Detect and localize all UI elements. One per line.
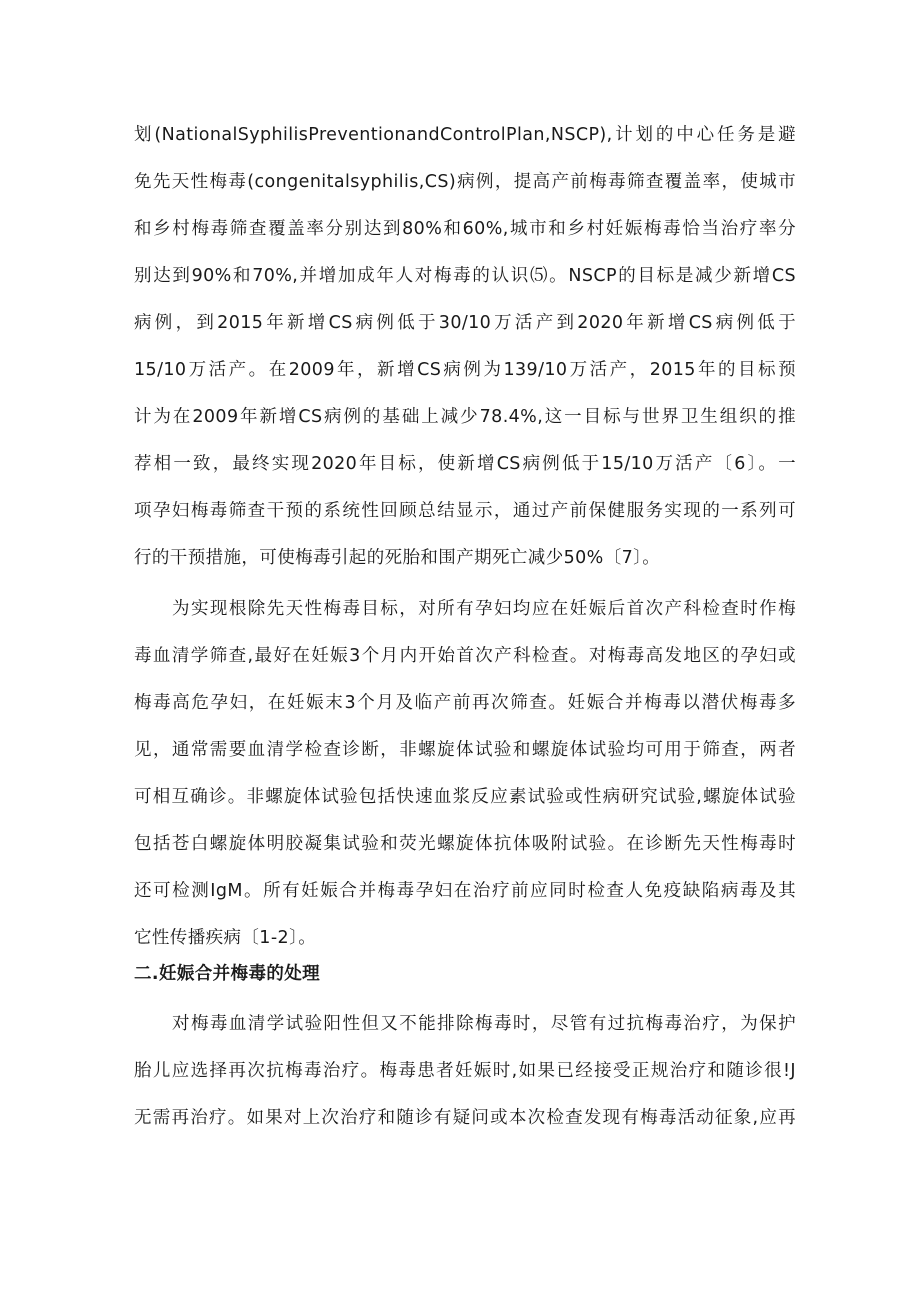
paragraph-line: 行的干预措施，可使梅毒引起的死胎和围产期死亡减少50%〔7〕。 [134,548,661,568]
paragraph-line: 无需再治疗。如果对上次治疗和随诊有疑问或本次检查发现有梅毒活动征象,应再 [134,1108,796,1128]
paragraph-line: 对梅毒血清学试验阳性但又不能排除梅毒时，尽管有过抗梅毒治疗，为保护 [172,1014,796,1034]
paragraph-line: 可相互确诊。非螺旋体试验包括快速血浆反应素试验或性病研究试验,螺旋体试验 [134,787,796,807]
paragraph-line: 梅毒高危孕妇，在妊娠末3个月及临产前再次筛查。妊娠合并梅毒以潜伏梅毒多 [134,693,796,713]
paragraph-line: 包括苍白螺旋体明胶凝集试验和荧光螺旋体抗体吸附试验。在诊断先天性梅毒时 [134,834,796,854]
paragraph-line: 免先天性梅毒(congenitalsyphilis,CS)病例，提高产前梅毒筛查覆盖率，使城市 [134,172,796,192]
paragraph-line: 别达到90%和70%,并增加成年人对梅毒的认识⑸。NSCP的目标是减少新增CS [134,266,796,286]
paragraph-line: 还可检测IgM。所有妊娠合并梅毒孕妇在治疗前应同时检查人免疫缺陷病毒及其 [134,881,796,901]
paragraph-line: 15/10万活产。在2009年，新增CS病例为139/10万活产，2015年的目标预 [134,360,796,380]
paragraph-line: 项孕妇梅毒筛查干预的系统性回顾总结显示，通过产前保健服务实现的一系列可 [134,501,796,521]
paragraph-line: 和乡村梅毒筛查覆盖率分别达到80%和60%,城市和乡村妊娠梅毒恰当治疗率分 [134,219,796,239]
paragraph-line: 荐相一致，最终实现2020年目标，使新增CS病例低于15/10万活产〔6〕。一 [134,454,796,474]
paragraph-line: 胎儿应选择再次抗梅毒治疗。梅毒患者妊娠时,如果已经接受正规治疗和随诊很!J [134,1061,796,1081]
paragraph-line: 划(NationalSyphilisPreventionandControlPlan,NSCP),计划的中心任务是避 [134,125,796,145]
paragraph-line: 病例，到2015年新增CS病例低于30/10万活产到2020年新增CS病例低于 [134,313,796,333]
paragraph-line: 它性传播疾病〔1-2〕。 [134,928,317,948]
paragraph-line: 计为在2009年新增CS病例的基础上减少78.4%,这一目标与世界卫生组织的推 [134,407,796,427]
paragraph-line: 毒血清学筛查,最好在妊娠3个月内开始首次产科检查。对梅毒高发地区的孕妇或 [134,646,796,666]
section-heading: 二.妊娠合并梅毒的处理 [134,964,321,984]
paragraph-line: 为实现根除先天性梅毒目标，对所有孕妇均应在妊娠后首次产科检查时作梅 [172,599,796,619]
paragraph-line: 见，通常需要血清学检查诊断，非螺旋体试验和螺旋体试验均可用于筛查，两者 [134,740,796,760]
